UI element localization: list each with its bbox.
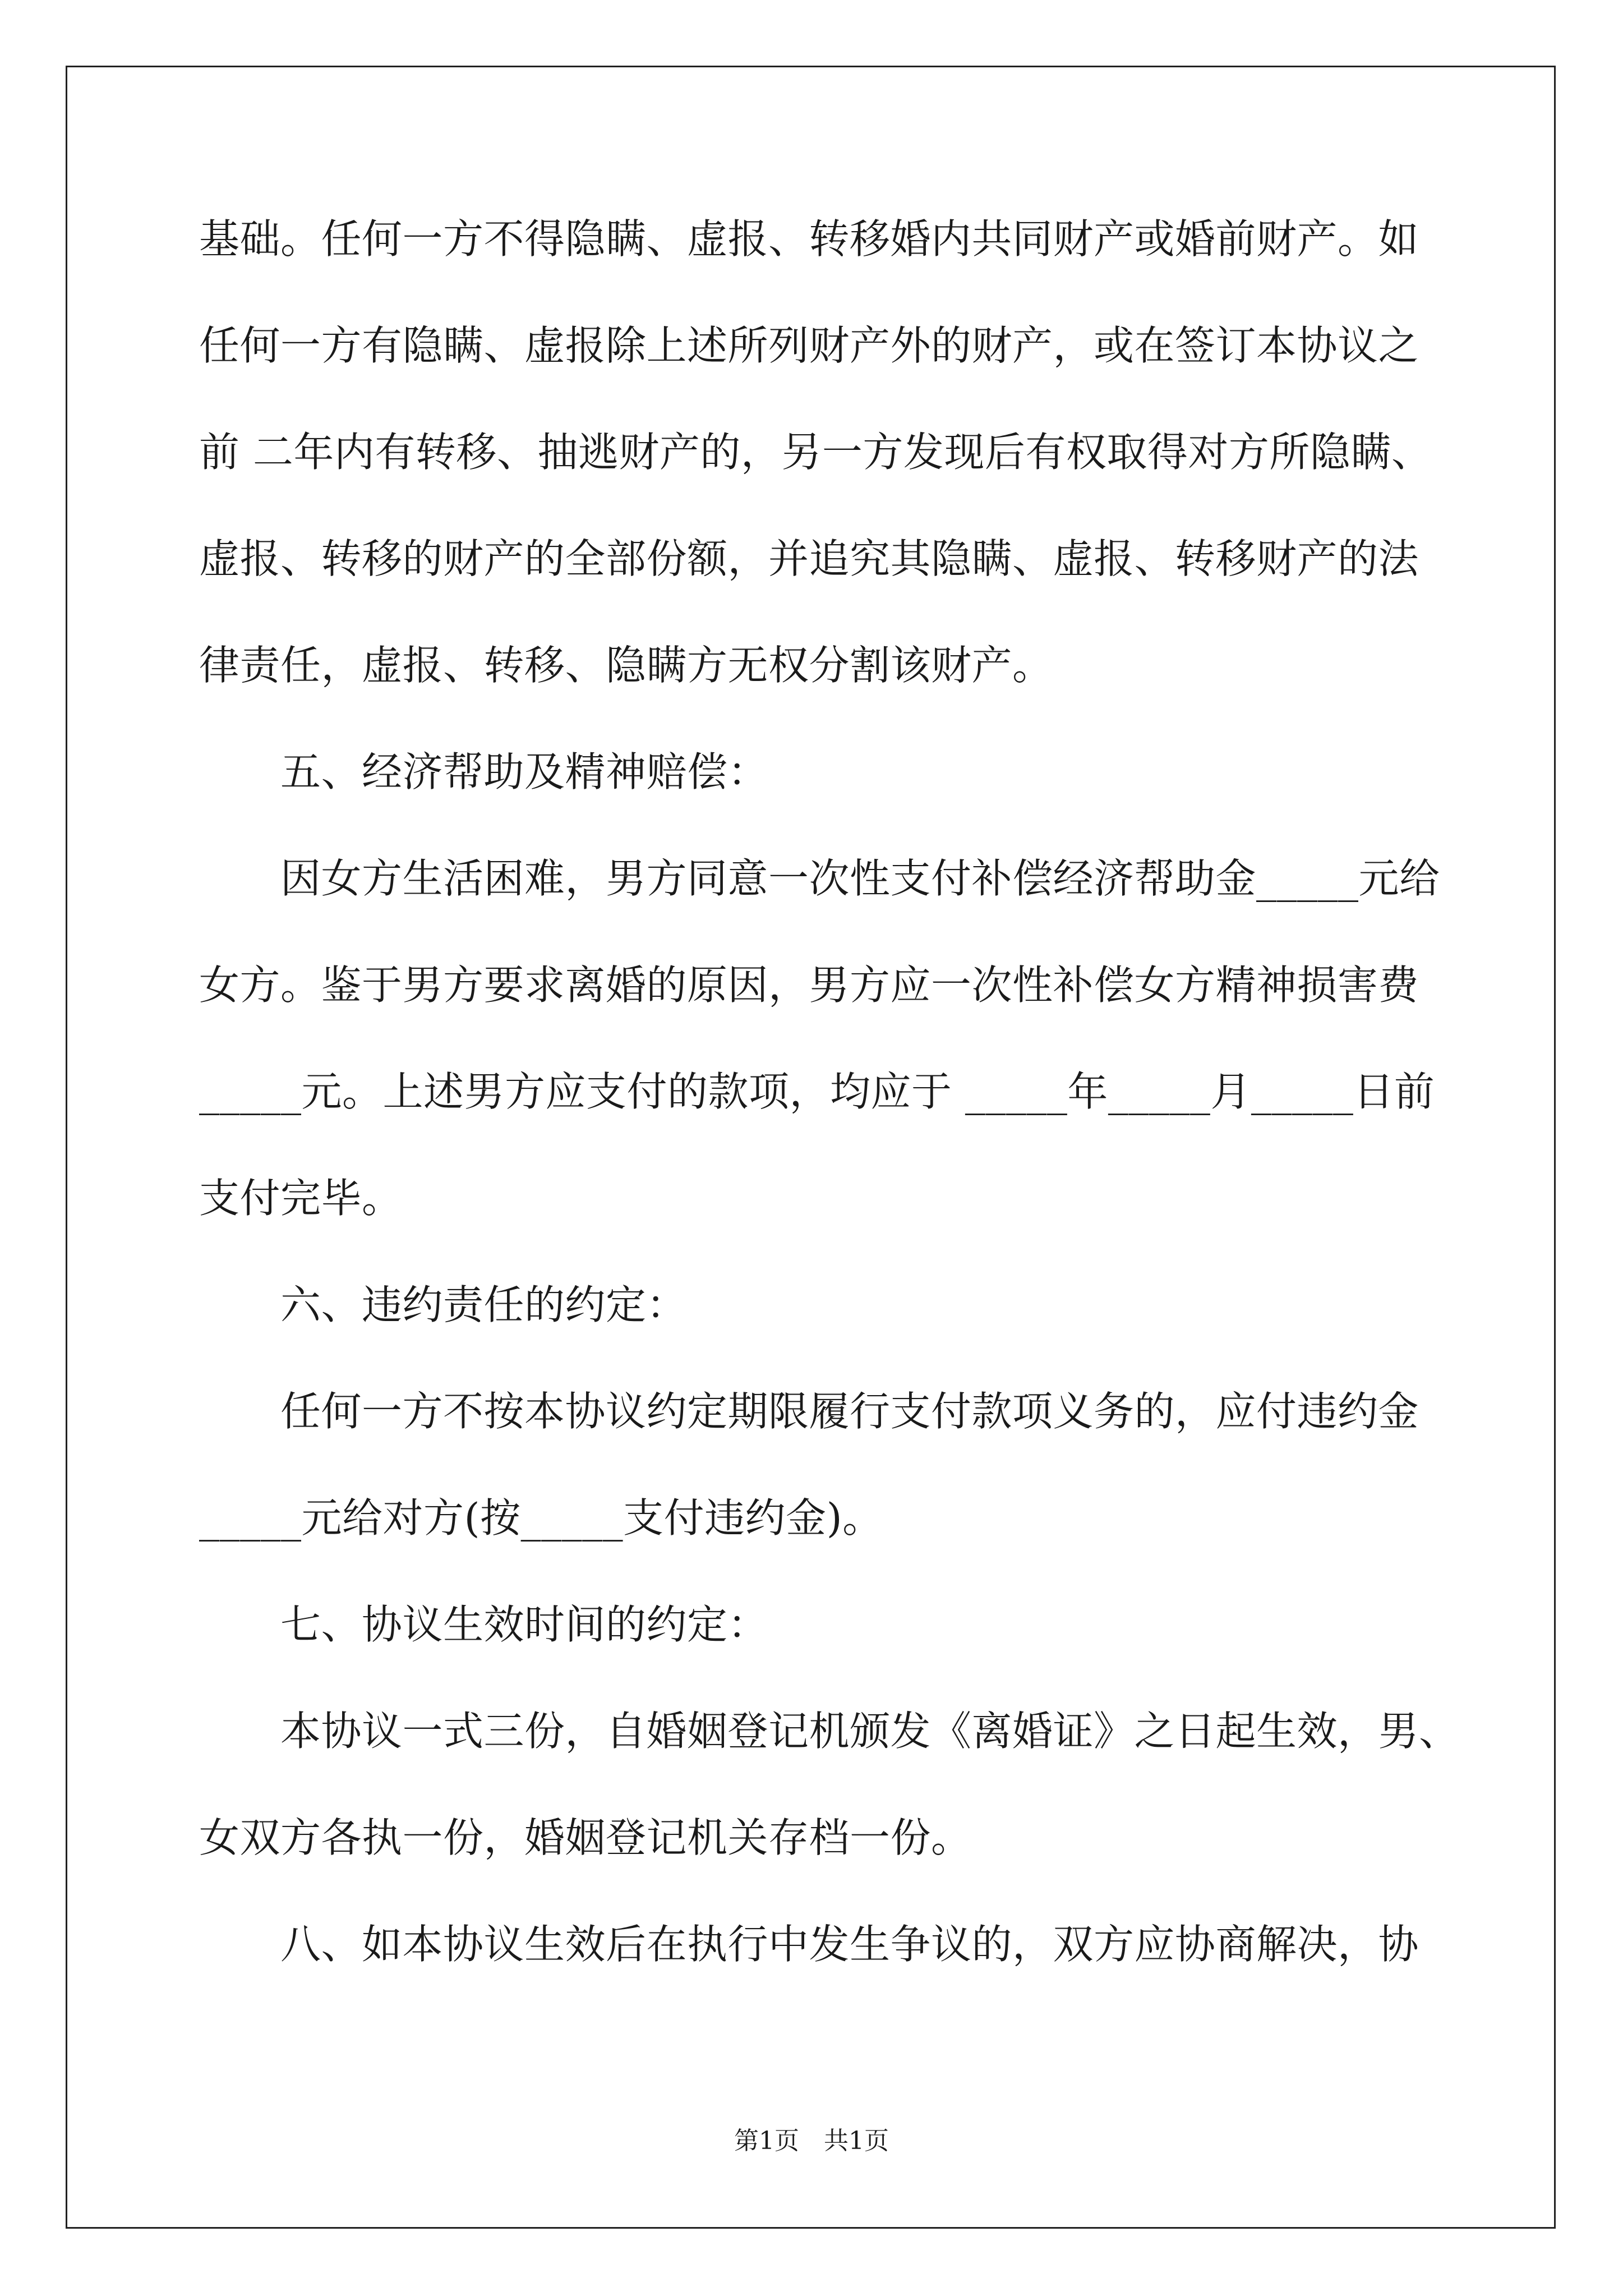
text-line: 支付完毕。	[199, 1175, 403, 1222]
text-line: 律责任，虚报、转移、隐瞒方无权分割该财产。	[199, 642, 1053, 689]
page-border	[66, 66, 1556, 2229]
text-line: 八、如本协议生效后在执行中发生争议的，双方应协商解决，协	[199, 1921, 1419, 1968]
text-line: 任何一方有隐瞒、虚报除上述所列财产外的财产，或在签订本协议之	[199, 322, 1419, 369]
section-heading: 六、违约责任的约定：	[199, 1281, 688, 1328]
page-number: 第1页 共1页	[734, 2127, 889, 2155]
text-line: 任何一方不按本协议约定期限履行支付款项义务的，应付违约金	[199, 1388, 1419, 1435]
section-heading: 五、经济帮助及精神赔偿：	[199, 748, 769, 795]
text-line: 前 二年内有转移、抽逃财产的，另一方发现后有权取得对方所隐瞒、	[199, 429, 1432, 476]
text-line: 虚报、转移的财产的全部份额，并追究其隐瞒、虚报、转移财产的法	[199, 535, 1419, 582]
text-line: 本协议一式三份，自婚姻登记机颁发《离婚证》之日起生效，男、	[199, 1708, 1460, 1755]
text-line: _____元。上述男方应支付的款项，均应于 _____年_____月_____日前	[199, 1068, 1435, 1115]
text-line: _____元给对方(按_____支付违约金)。	[199, 1494, 883, 1542]
text-line: 因女方生活困难，男方同意一次性支付补偿经济帮助金_____元给	[199, 855, 1440, 902]
section-heading: 七、协议生效时间的约定：	[199, 1601, 769, 1648]
text-line: 女双方各执一份，婚姻登记机关存档一份。	[199, 1814, 972, 1861]
text-line: 基础。任何一方不得隐瞒、虚报、转移婚内共同财产或婚前财产。如	[199, 215, 1419, 263]
text-line: 女方。鉴于男方要求离婚的原因，男方应一次性补偿女方精神损害费	[199, 961, 1419, 1009]
